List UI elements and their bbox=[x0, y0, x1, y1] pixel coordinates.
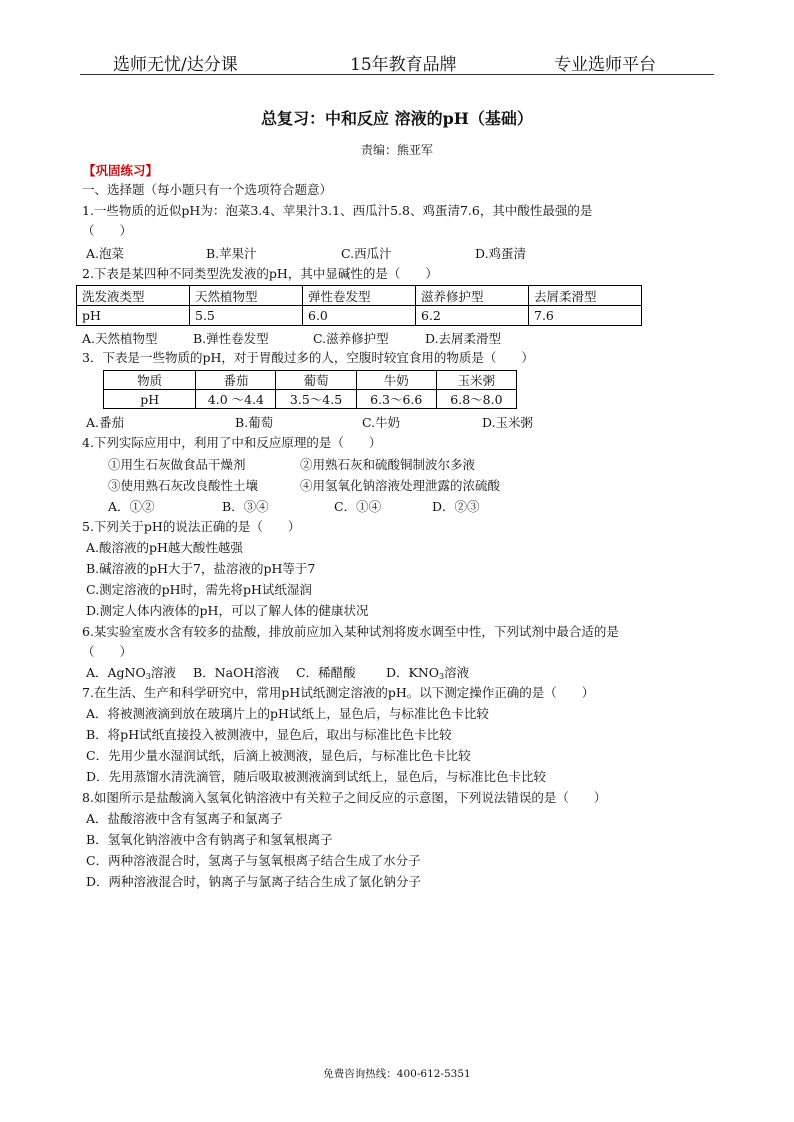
table-cell: pH bbox=[77, 306, 190, 326]
table-cell: 玉米粥 bbox=[436, 371, 516, 390]
q8-option-b: B．氢氧化钠溶液中含有钠离子和氢氧根离子 bbox=[86, 832, 333, 847]
header-left: 选师无忧/达分课 bbox=[113, 55, 238, 75]
q3-option-a: A.番茄 bbox=[86, 415, 125, 430]
q4-option-c: C．①④ bbox=[334, 499, 382, 514]
table-cell: 物质 bbox=[104, 371, 196, 390]
q4-option-a: A．①② bbox=[108, 499, 155, 514]
q3-option-d: D.玉米粥 bbox=[482, 415, 534, 430]
page-footer: 免费咨询热线：400-612-5351 bbox=[323, 1068, 471, 1080]
q5-option-a: A.酸溶液的pH越大酸性越强 bbox=[86, 540, 243, 555]
q2-table bbox=[76, 285, 642, 326]
table-cell: 牛奶 bbox=[356, 371, 436, 390]
q3-stem: 3．下表是一些物质的pH，对于胃酸过多的人，空腹时较宜食用的物质是（ ） bbox=[82, 350, 534, 365]
q6-stem: 6.某实验室废水含有较多的盐酸，排放前应加入某种试剂将废水调至中性，下列试剂中最合适的是 bbox=[82, 624, 619, 639]
q1-option-d: D.鸡蛋清 bbox=[475, 246, 527, 261]
table-row bbox=[104, 371, 517, 390]
q2-stem: 2.下表是某四种不同类型洗发液的pH，其中显碱性的是（ ） bbox=[82, 266, 438, 281]
q8-option-d: D．两种溶液混合时，钠离子与氯离子结合生成了氯化钠分子 bbox=[86, 874, 422, 889]
header-center: 15年教育品牌 bbox=[350, 55, 457, 75]
q8-option-c: C．两种溶液混合时，氢离子与氢氧根离子结合生成了水分子 bbox=[86, 853, 421, 868]
table-cell: pH bbox=[104, 390, 196, 409]
q4-stem: 4.下列实际应用中，利用了中和反应原理的是（ ） bbox=[82, 435, 382, 450]
q3-table bbox=[103, 370, 517, 409]
table-cell: 葡萄 bbox=[276, 371, 356, 390]
page-header bbox=[80, 50, 714, 75]
q6-option-d: D．$KNO_3$溶液 bbox=[386, 665, 470, 681]
section-heading: 【巩固练习】 bbox=[83, 163, 159, 178]
table-cell: 6.0 bbox=[303, 306, 416, 326]
header-right: 专业选师平台 bbox=[554, 55, 656, 75]
table-cell: 4.0 ～4.4 bbox=[196, 390, 276, 409]
table-cell: 番茄 bbox=[196, 371, 276, 390]
q1-option-b: B.苹果汁 bbox=[206, 246, 257, 261]
table-cell: 7.6 bbox=[529, 306, 642, 326]
q3-option-c: C.牛奶 bbox=[362, 415, 401, 430]
q5-option-d: D.测定人体内液体的pH，可以了解人体的健康状况 bbox=[86, 603, 369, 618]
table-cell: 6.8～8.0 bbox=[436, 390, 516, 409]
q7-option-b: B．将pH试纸直接投入被测液中，显色后，取出与标准比色卡比较 bbox=[86, 727, 452, 742]
table-cell: 6.3～6.6 bbox=[356, 390, 436, 409]
part-heading: 一、选择题（每小题只有一个选项符合题意） bbox=[82, 182, 333, 197]
q6-paren: （ ） bbox=[82, 644, 133, 659]
q6-option-c: C．稀醋酸 bbox=[296, 665, 356, 680]
q7-option-d: D．先用蒸馏水清洗滴管，随后吸取被测液滴到试纸上，显色后，与标准比色卡比较 bbox=[86, 769, 547, 784]
q4-item-2: ②用熟石灰和硫酸铜制波尔多液 bbox=[300, 457, 476, 472]
q4-option-d: D．②③ bbox=[432, 499, 480, 514]
q5-option-b: B.碱溶液的pH大于7，盐溶液的pH等于7 bbox=[86, 561, 316, 576]
q4-item-4: ④用氢氧化钠溶液处理泄露的浓硫酸 bbox=[300, 478, 501, 493]
q6-option-b: B．NaOH溶液 bbox=[193, 665, 280, 680]
table-row bbox=[104, 390, 517, 409]
q8-option-a: A．盐酸溶液中含有氢离子和氯离子 bbox=[86, 811, 283, 826]
q2-option-a: A.天然植物型 bbox=[82, 331, 158, 346]
q6-option-a: A．AgNO$_3$溶液 bbox=[86, 665, 176, 681]
q4-item-3: ③使用熟石灰改良酸性土壤 bbox=[108, 478, 259, 493]
table-cell: 洗发液类型 bbox=[77, 286, 190, 306]
table-cell: 天然植物型 bbox=[190, 286, 303, 306]
table-cell: 5.5 bbox=[190, 306, 303, 326]
q7-option-a: A．将被测液滴到放在玻璃片上的pH试纸上，显色后，与标准比色卡比较 bbox=[86, 706, 489, 721]
q5-option-c: C.测定溶液的pH时，需先将pH试纸湿润 bbox=[86, 582, 312, 597]
table-cell: 去屑柔滑型 bbox=[529, 286, 642, 306]
q7-option-c: C．先用少量水湿润试纸，后滴上被测液，显色后，与标准比色卡比较 bbox=[86, 748, 471, 763]
q2-option-b: B.弹性卷发型 bbox=[193, 331, 269, 346]
q4-item-1: ①用生石灰做食品干燥剂 bbox=[108, 457, 246, 472]
q5-stem: 5.下列关于pH的说法正确的是（ ） bbox=[82, 519, 301, 534]
page-title: 总复习：中和反应 溶液的pH（基础） bbox=[261, 109, 533, 128]
table-row bbox=[77, 286, 642, 306]
q4-option-b: B．③④ bbox=[222, 499, 269, 514]
q2-option-c: C.滋养修护型 bbox=[313, 331, 389, 346]
table-cell: 3.5～4.5 bbox=[276, 390, 356, 409]
q1-option-c: C.西瓜汁 bbox=[341, 246, 392, 261]
q1-option-a: A.泡菜 bbox=[86, 246, 125, 261]
q1-paren: （ ） bbox=[82, 223, 133, 238]
editor-line: 责编：熊亚军 bbox=[360, 143, 433, 157]
q1-stem: 1.一些物质的近似pH为：泡菜3.4、苹果汁3.1、西瓜汁5.8、鸡蛋清7.6，其中酸性最强的是 bbox=[82, 203, 593, 218]
table-cell: 弹性卷发型 bbox=[303, 286, 416, 306]
table-row bbox=[77, 306, 642, 326]
q8-stem: 8.如图所示是盐酸滴入氢氧化钠溶液中有关粒子之间反应的示意图，下列说法错误的是（ ） bbox=[82, 790, 607, 805]
table-cell: 滋养修护型 bbox=[416, 286, 529, 306]
q2-option-d: D.去屑柔滑型 bbox=[425, 331, 502, 346]
table-cell: 6.2 bbox=[416, 306, 529, 326]
q7-stem: 7.在生活、生产和科学研究中，常用pH试纸测定溶液的pH。以下测定操作正确的是（ ） bbox=[82, 685, 595, 700]
q3-option-b: B.葡萄 bbox=[235, 415, 274, 430]
